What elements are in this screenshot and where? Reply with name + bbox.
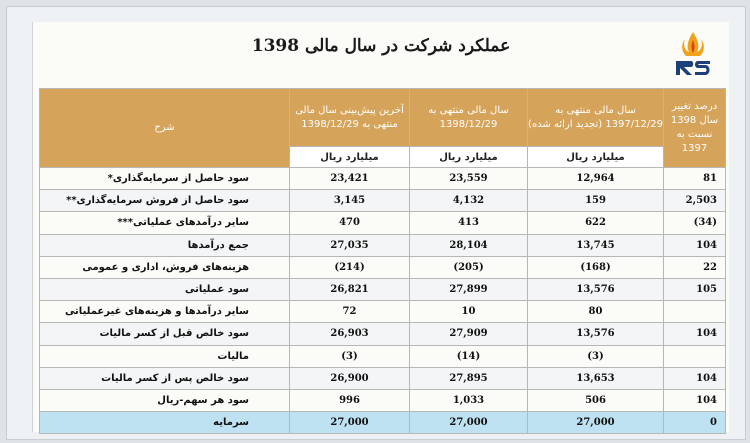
forecast-cell: 3,145 <box>290 190 410 212</box>
header-pct-change: درصد تغییر سال 1398 نسبت به 1397 <box>664 89 726 168</box>
value-1398-cell: 27,000 <box>410 412 528 434</box>
forecast-cell: 26,900 <box>290 367 410 389</box>
value-1397-cell: 27,000 <box>528 412 664 434</box>
value-1398-cell: 10 <box>410 301 528 323</box>
pct-change-cell: (34) <box>664 212 726 234</box>
table-row <box>40 345 726 367</box>
header-year-1398: سال مالی منتهی به 1398/12/29 <box>410 89 528 147</box>
unit-label: میلیارد ریال <box>528 147 664 168</box>
pct-change-cell: 104 <box>664 234 726 256</box>
header-year-1397: سال مالی منتهی به 1397/12/29 (تجدید ارائه شده) <box>528 89 664 147</box>
table-row <box>40 168 726 190</box>
table-row <box>40 256 726 278</box>
table-row <box>40 212 726 234</box>
report-card <box>32 22 729 432</box>
header-forecast: آخرین پیش‌بینی سال مالی منتهی به 1398/12/29 <box>290 89 410 147</box>
pct-change-cell: 2,503 <box>664 190 726 212</box>
value-1398-cell: 27,899 <box>410 278 528 300</box>
value-1398-cell: (205) <box>410 256 528 278</box>
pct-change-cell: 105 <box>664 278 726 300</box>
description-cell: سرمایه <box>40 412 290 434</box>
value-1398-cell: 4,132 <box>410 190 528 212</box>
value-1397-cell: 13,576 <box>528 278 664 300</box>
value-1397-cell: 13,745 <box>528 234 664 256</box>
pct-change-cell: 81 <box>664 168 726 190</box>
report-header <box>33 22 729 88</box>
forecast-cell: (3) <box>290 345 410 367</box>
value-1397-cell: (168) <box>528 256 664 278</box>
table-row <box>40 412 726 434</box>
forecast-cell: (214) <box>290 256 410 278</box>
financial-table <box>39 88 726 434</box>
forecast-cell: 26,821 <box>290 278 410 300</box>
pct-change-cell: 22 <box>664 256 726 278</box>
table-row <box>40 190 726 212</box>
description-cell: سود عملیاتی <box>40 278 290 300</box>
forecast-cell: 72 <box>290 301 410 323</box>
forecast-cell: 26,903 <box>290 323 410 345</box>
value-1397-cell: 80 <box>528 301 664 323</box>
header-description: شرح <box>40 89 290 168</box>
forecast-cell: 996 <box>290 389 410 411</box>
table-row <box>40 278 726 300</box>
description-cell: مالیات <box>40 345 290 367</box>
forecast-cell: 27,035 <box>290 234 410 256</box>
pct-change-cell: 104 <box>664 389 726 411</box>
pct-change-cell: 104 <box>664 367 726 389</box>
value-1397-cell: 159 <box>528 190 664 212</box>
description-cell: سایر درآمدها و هزینه‌های غیرعملیاتی <box>40 301 290 323</box>
description-cell: جمع درآمدها <box>40 234 290 256</box>
value-1397-cell: 13,576 <box>528 323 664 345</box>
value-1397-cell: 12,964 <box>528 168 664 190</box>
unit-label: میلیارد ریال <box>410 147 528 168</box>
table-row <box>40 389 726 411</box>
description-cell: هزینه‌های فروش، اداری و عمومی <box>40 256 290 278</box>
forecast-cell: 27,000 <box>290 412 410 434</box>
value-1397-cell: 506 <box>528 389 664 411</box>
value-1398-cell: 1,033 <box>410 389 528 411</box>
value-1397-cell: 13,653 <box>528 367 664 389</box>
forecast-cell: 470 <box>290 212 410 234</box>
table-row <box>40 234 726 256</box>
value-1398-cell: 413 <box>410 212 528 234</box>
description-cell: سایر درآمدهای عملیاتی*** <box>40 212 290 234</box>
description-cell: سود خالص پس از کسر مالیات <box>40 367 290 389</box>
value-1397-cell: 622 <box>528 212 664 234</box>
value-1397-cell: (3) <box>528 345 664 367</box>
value-1398-cell: 27,895 <box>410 367 528 389</box>
table-row <box>40 301 726 323</box>
unit-label: میلیارد ریال <box>290 147 410 168</box>
description-cell: سود خالص قبل از کسر مالیات <box>40 323 290 345</box>
report-title: عملکرد شرکت در سال مالی 1398 <box>251 36 511 56</box>
description-cell: سود حاصل از سرمایه‌گذاری* <box>40 168 290 190</box>
company-logo-icon <box>671 28 715 84</box>
pct-change-cell <box>664 301 726 323</box>
table-row <box>40 367 726 389</box>
value-1398-cell: 27,909 <box>410 323 528 345</box>
forecast-cell: 23,421 <box>290 168 410 190</box>
value-1398-cell: (14) <box>410 345 528 367</box>
description-cell: سود حاصل از فروش سرمایه‌گذاری** <box>40 190 290 212</box>
pct-change-cell: 104 <box>664 323 726 345</box>
table-row <box>40 323 726 345</box>
value-1398-cell: 23,559 <box>410 168 528 190</box>
description-cell: سود هر سهم-ریال <box>40 389 290 411</box>
value-1398-cell: 28,104 <box>410 234 528 256</box>
pct-change-cell <box>664 345 726 367</box>
pct-change-cell: 0 <box>664 412 726 434</box>
